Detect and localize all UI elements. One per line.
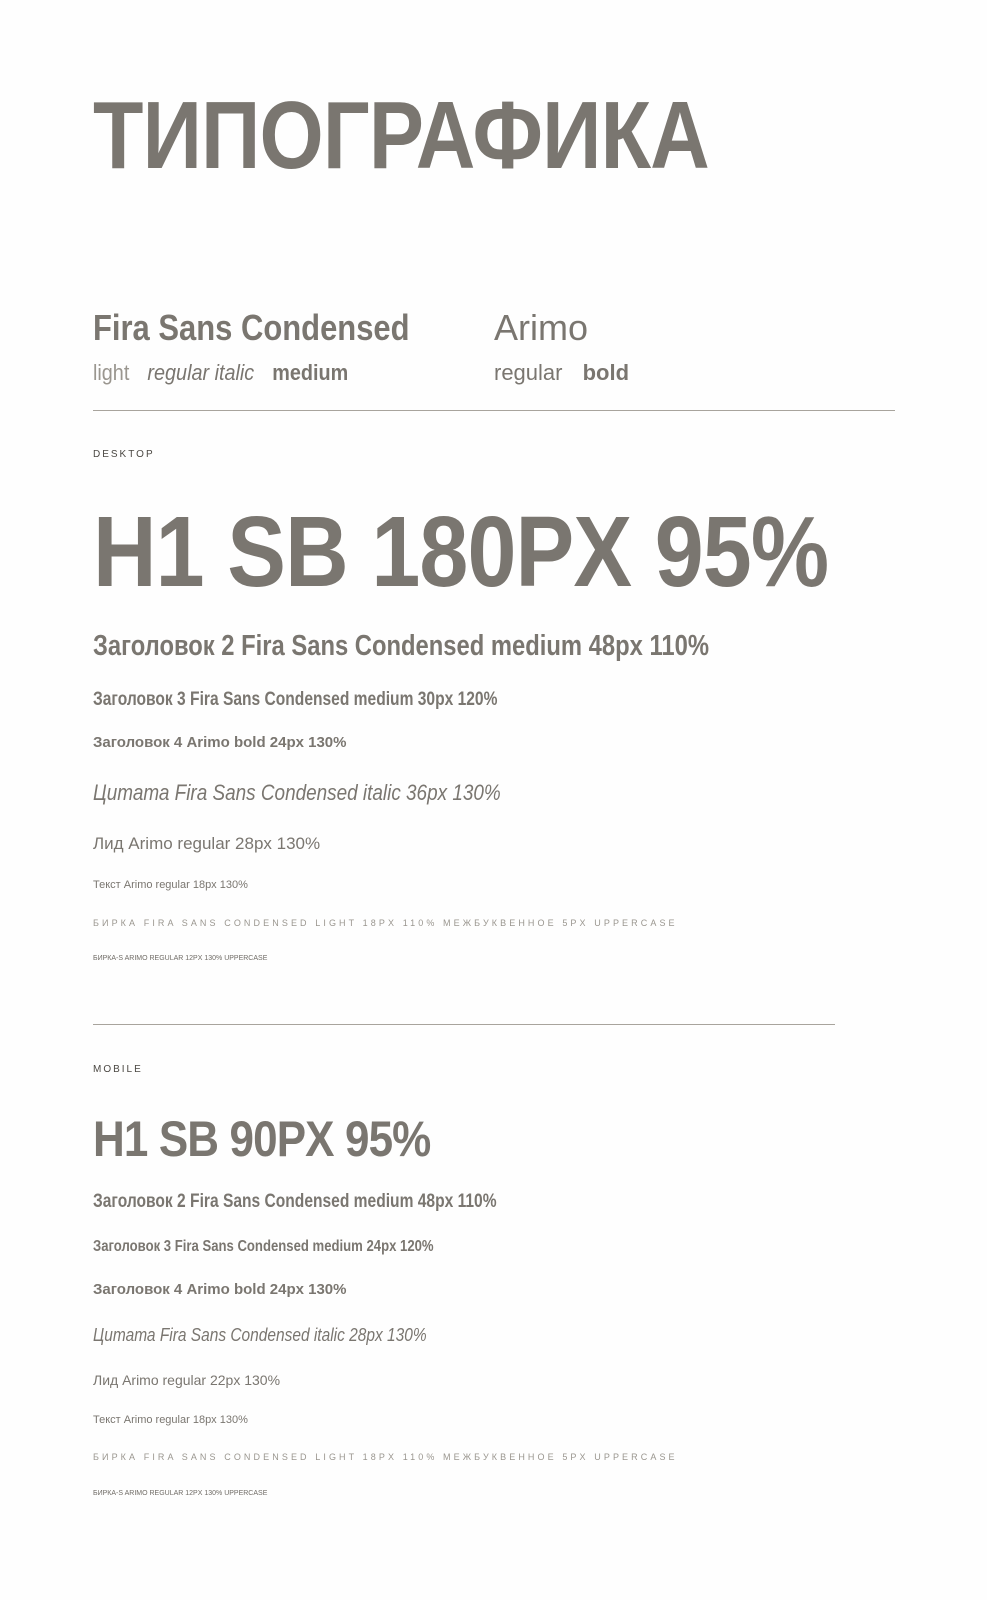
mobile-h2-sample: Заголовок 2 Fira Sans Condensed medium 48px 110% bbox=[93, 1191, 497, 1212]
mobile-h4-sample: Заголовок 4 Arimo bold 24px 130% bbox=[93, 1281, 347, 1298]
section-label-desktop: DESKTOP bbox=[93, 449, 155, 460]
desktop-h1-sample: H1 SB 180PX 95% bbox=[93, 496, 829, 608]
weight-regular: regular bbox=[494, 360, 563, 385]
font-weights-fira bbox=[93, 362, 361, 384]
divider-top bbox=[93, 410, 895, 411]
font-weights-arimo bbox=[494, 362, 643, 384]
page-title: ТИПОГРАФИКА bbox=[93, 82, 709, 189]
section-label-mobile: MOBILE bbox=[93, 1064, 143, 1075]
desktop-quote-sample: Цитата Fira Sans Condensed italic 36px 130% bbox=[93, 780, 501, 805]
desktop-h4-sample: Заголовок 4 Arimo bold 24px 130% bbox=[93, 734, 347, 751]
divider-middle bbox=[93, 1024, 835, 1025]
mobile-tag-sample: БИРКА FIRA SANS CONDENSED LIGHT 18PX 110% МЕЖБУКВЕННОЕ 5PX UPPERCASE bbox=[93, 1452, 678, 1462]
mobile-h1-sample: H1 SB 90PX 95% bbox=[93, 1111, 431, 1167]
weight-regular-italic: regular italic bbox=[147, 360, 255, 385]
font-name-fira: Fira Sans Condensed bbox=[93, 307, 410, 348]
desktop-lead-sample: Лид Arimo regular 28px 130% bbox=[93, 834, 321, 853]
desktop-h3-sample: Заголовок 3 Fira Sans Condensed medium 30px 120% bbox=[93, 689, 498, 710]
mobile-h3-sample: Заголовок 3 Fira Sans Condensed medium 24px 120% bbox=[93, 1238, 434, 1255]
desktop-h2-sample: Заголовок 2 Fira Sans Condensed medium 48px 110% bbox=[93, 630, 709, 662]
weight-bold: bold bbox=[582, 360, 630, 385]
desktop-text-sample: Текст Arimo regular 18px 130% bbox=[93, 879, 248, 891]
font-name-arimo: Arimo bbox=[494, 307, 589, 348]
weight-medium: medium bbox=[272, 360, 349, 385]
mobile-quote-sample: Цитата Fira Sans Condensed italic 28px 130% bbox=[93, 1325, 427, 1345]
mobile-lead-sample: Лид Arimo regular 22px 130% bbox=[93, 1372, 281, 1388]
mobile-tag-s-sample: БИРКА-S ARIMO REGULAR 12PX 130% UPPERCASE bbox=[93, 1490, 268, 1497]
mobile-text-sample: Текст Arimo regular 18px 130% bbox=[93, 1414, 248, 1426]
desktop-tag-sample: БИРКА FIRA SANS CONDENSED LIGHT 18PX 110% МЕЖБУКВЕННОЕ 5PX UPPERCASE bbox=[93, 918, 678, 928]
weight-light: light bbox=[93, 360, 130, 385]
desktop-tag-s-sample: БИРКА-S ARIMO REGULAR 12PX 130% UPPERCASE bbox=[93, 955, 268, 962]
